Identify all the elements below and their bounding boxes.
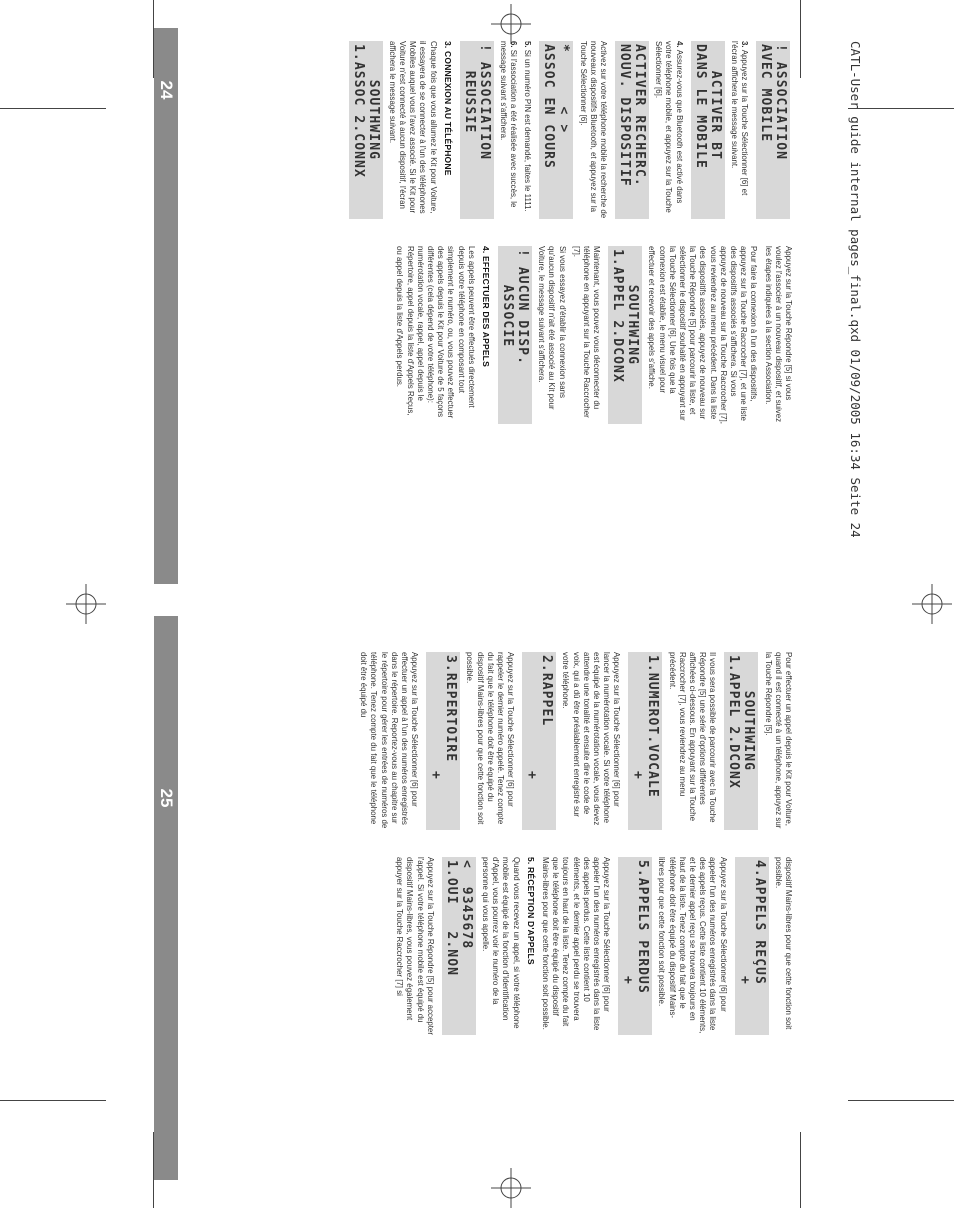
body-paragraph [464,652,515,830]
paragraph-text: Il vous sera possible de parcourir avec la Touche Répondre [5] une série d'options différentes affichées ci-dessous. En appuyant sur la Touche Raccrocher [7], vous reviendrez au menu précédent. [667,652,718,823]
section-heading: 3. CONNEXION AU TÉLÉPHONE [442,41,453,176]
lcd-display [735,857,769,1035]
lcd-line: 4.APPELS REÇUS [751,860,767,985]
paragraph-text: Chaque fois que vous allumez le Kit pour Voiture, il essayera de se connecter à l'un des téléphones Mobiles auquel vous l'avez associé. Si le Kit pour Voiture n'est connecté à aucun dispositif, l'écran affichera le message suivant. [387,41,438,214]
lcd-line: ASSOC EN COURS [541,44,557,169]
column-1 [203,41,793,219]
lcd-display [724,652,758,830]
body-paragraph [498,41,518,219]
paragraph-text: Appuyez sur la Touche Répondre [5] pour accepter l'appel. Si votre téléphone mobile est équipé du dispositif Mains-libres, vous pouvez également appuyer sur la Touche Raccrocher [7] si [395,857,435,1035]
lcd-line: SOUTHWING [741,655,757,772]
lcd-line: ! ASSOCIATION [476,44,492,161]
registration-target-icon [66,584,106,624]
paragraph-text: Appuyez sur la Touche Sélectionner [6] pour appeler l'un des numéros enregistrés dans la liste des appels perdus. Cette liste contient 10 éléments, et le dernier appel perdu se trouvera toujours en haut de la liste. Tenez compte du fait que le téléphone doit être équipé du dispositif Mains-libres pour que cette fonction soit possible. [540,857,612,1031]
page-band-right [154,616,178,1180]
body-paragraph [540,857,611,1035]
paragraph-text: Pour effectuer un appel depuis le Kit pour Voiture, quand il est connecté à un téléphone, appuyez sur la Touche Répondre [5]. [763,652,793,829]
rotated-spread [201,41,863,1147]
lcd-display [539,41,573,219]
paragraph-text: Si un numéro PIN est demandé, faites le 1111. [523,49,533,212]
body-paragraph [387,41,438,219]
lcd-line: ACTIVER RECHERC. [631,44,647,187]
paragraph-text: Appuyez sur la Touche Sélectionner [6] pour appeler l'un des numéros enregistrés dans la liste des appels reçus. Cette liste contient 10 éléments, et le dernier appel reçu se trouvera toujours en haut de la liste. Tenez compte du fait que le téléphone doit être équipé du dispositif Mains-libres pour que cette fonction soit possible. [657,857,728,1034]
paragraph-text: Appuyez sur la Touche Sélectionner [6] pour lancer la numérotation vocale. Si votre téléphone est équipé de la numérotation vocale, vous devez attendre une tonalité et ensuite dire le code de voix, qui a dû être préalablement enregistré sur votre téléphone. [561,652,622,826]
lcd-line: * < > [556,44,572,134]
lcd-line: 5.APPELS PERDUS [635,860,651,994]
lcd-line: + [630,655,646,780]
registration-target-icon [491,4,531,44]
paragraph-text: Assurez-vous que Bluetooth est activé dans votre téléphone mobile, et appuyez sur la Touche Sélectionner [6]. [654,41,684,213]
paragraph-text: Maintenant, vous pouvez vous déconnecter du téléphone en appuyant sur la Touche Raccrocher [7]. [571,246,602,418]
lcd-line: 1.APPEL 2.DCONX [610,249,626,383]
body-paragraph [729,41,749,219]
body-paragraph [666,652,717,830]
body-paragraph [646,246,758,424]
lcd-display [426,652,460,830]
body-paragraph [480,857,521,1035]
body-paragraph [577,41,608,219]
lcd-line: SOUTHWING [365,44,381,161]
registration-target-icon [912,584,952,624]
body-paragraph [394,246,476,424]
lcd-display [498,246,532,424]
paragraph-text: Activez sur votre téléphone mobile la recherche de nouveaux dispositifs Bluetooth, et appuyez sur la Touche Sélectionner [6]. [578,41,608,219]
body-paragraph [653,41,684,219]
section-heading: 4. EFFECTUER DES APPELS [480,246,491,367]
crop-mark [0,1100,106,1101]
page-header: CATL-User guide internal pages_final.qxd 01/09/2005 16:34 Seite 24 [848,41,863,538]
step-number: 6. [509,41,519,50]
lcd-display [615,41,649,219]
lcd-line: NOUV. DISPOSITIF [616,44,632,187]
lcd-display [442,857,476,1035]
lcd-line: + [428,655,444,780]
step-number: 5. [523,41,533,50]
lcd-line: 1.NUMEROT.VOCALE [645,655,661,798]
lcd-display [460,41,494,219]
body-paragraph [536,246,567,424]
lcd-line: 1.ASSOC 2.CONNX [350,44,366,178]
crop-mark [0,108,106,109]
lcd-line: ACTIVER BT [707,44,723,161]
section-heading: 5. RÉCEPTION D'APPELS [525,857,536,965]
paragraph-text: Appuyez sur la Touche Sélectionner [6] pour effectuer un appel à l'un des numéros enregistrés dans le répertoire. Reportez-vous au chapitre sur le répertoire pour gérer les entrées de numéros de téléphone. Tenez compte du fait que le téléphone doit être équipé du [359,652,420,829]
lcd-line: 1.APPEL 2.DCONX [726,655,742,789]
registration-target-icon [491,1168,531,1208]
lcd-display [756,41,790,219]
body-paragraph [762,246,793,424]
lcd-display [608,246,642,424]
body-paragraph [571,246,602,424]
crop-mark [848,108,954,109]
paragraph-text: Appuyez sur la Touche Répondre [5] si vous voulez l'associer à un nouveau dispositif, et suivez les étapes indiquées à la section Association. [763,246,793,423]
page-number-left: 24 [157,80,176,100]
body-paragraph [560,652,621,830]
lcd-line: AVEC MOBILE [758,44,773,143]
lcd-line: + [524,655,540,780]
lcd-line: REUSSIE [461,44,477,134]
body-paragraph [522,41,532,219]
lcd-line: + [620,860,636,985]
lcd-line: SOUTHWING [625,249,641,366]
lcd-display [522,652,556,830]
body-paragraph [773,857,793,1035]
lcd-line: ! ASSOCIATION [773,44,788,161]
paragraph-text: Les appels peuvent être effectués directement depuis votre téléphone en composant tout simplement le numéro, ou, vous pouvez effectuer des appels depuis le Kit pour Voiture de 5 façons différentes (cela dépend de votre téléphone): numérotation vocale, rappel, appel depuis le Répertoire, appel depuis la liste d'Appels Reçus, ou appel depuis la liste d'Appels perdus. [395,246,476,419]
lcd-line: 1.OUI 2.NON [443,860,459,977]
column-3 [203,652,793,830]
body-paragraph [394,857,435,1035]
lcd-display [628,652,662,830]
lcd-display [691,41,725,219]
lcd-display [618,857,652,1035]
body-paragraph [762,652,793,830]
step-number: 4. [674,41,684,50]
page-band-left [154,28,178,584]
paragraph-text: dispositif Mains-libres pour que cette fonction soit possible. [773,857,793,1030]
crop-mark [848,1100,954,1101]
body-paragraph [358,652,419,830]
lcd-line: 3.REPERTOIRE [443,655,459,763]
lcd-line: DANS LE MOBILE [692,44,708,169]
page-number-right: 25 [157,788,176,808]
lcd-line: ! AUCUN DISP. [514,249,530,366]
column-2 [203,246,793,424]
paragraph-text: Si l'association a été réalisée avec succès, le message suivant s'affichera. [498,41,519,208]
column-4 [203,857,793,1035]
paragraph-text: Appuyez sur la Touche Sélectionner [6] et l'écran affichera le message suivant. [729,41,749,196]
paragraph-text: Appuyez sur la Touche Sélectionner [6] pour rappeler le dernier numéro appelé. Tenez compte du fait que le téléphone doit être équipé du dispositif Mains-libres pour que cette fonction soit possible. [465,652,516,825]
lcd-display [349,41,383,219]
paragraph-text: Quand vous recevez un appel, si votre téléphone mobile est équipé de la fonction d'Identification d'Appel, vous pourrez voir le numéro de la personne qui vous appelle. [480,857,521,1029]
step-number: 3. [740,41,749,50]
body-paragraph [656,857,727,1035]
lcd-line: ASSOCIE [499,249,515,348]
paragraph-text: Si vous essayez d'établir la connexion sans qu'aucun dispositif n'ait été associé au Kit pour Voiture, le message suivant s'affichera. [537,246,567,410]
paragraph-text: Pour faire la connexion à l'un des dispositifs, appuyez sur la Touche Raccrocher [7], et une liste des dispositifs associés s'affichera. Si vous appuyez de nouveau sur la Touche Raccrocher [7], vous reviendrez au menu précédent. Dans la liste des dispositifs associés, appuyez de nouveau sur la Touche Répondre [5] pour parcourir la liste, et sélectionner le dispositif souhaité en appuyant sur la Touche Sélectionner [6]. Une fois que la connexion est établie, le menu visuel pour effectuer et recevoir des appels s'affiche. [647,246,759,424]
lcd-line: + [736,860,752,985]
lcd-line: < 9345678 [458,860,474,950]
lcd-line: 2.RAPPEL [539,655,555,727]
